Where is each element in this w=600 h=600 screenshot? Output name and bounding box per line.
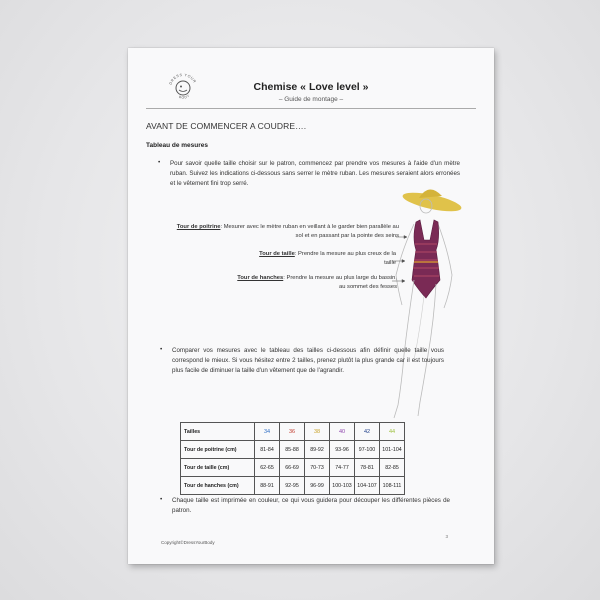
- size-table-header-row: [181, 423, 405, 441]
- size-table: [180, 422, 405, 495]
- page-number: 3: [445, 534, 448, 539]
- bullet-3: •: [160, 496, 163, 503]
- measurement-hips: [237, 274, 397, 292]
- size-table-header-label: Tailles: [181, 423, 255, 441]
- table-cell: 85-88: [280, 441, 305, 459]
- size-header-38: 38: [305, 423, 330, 441]
- header-divider: [146, 108, 476, 109]
- table-cell: 74-77: [330, 459, 355, 477]
- svg-text:DRESS YOUR: DRESS YOUR: [168, 72, 197, 86]
- table-cell: 88-91: [255, 477, 280, 495]
- color-note-paragraph: Chaque taille est imprimée en couleur, ce qui vous guidera pour découper les différentes pièces de patron.: [172, 497, 450, 514]
- table-cell: 62-65: [255, 459, 280, 477]
- row-label-hips: Tour de hanches (cm): [181, 477, 255, 495]
- measurement-hips-text: : Prendre la mesure au plus large du bassin, au sommet des fesses: [283, 275, 397, 290]
- row-label-waist: Tour de taille (cm): [181, 459, 255, 477]
- table-row: [181, 477, 405, 495]
- section-heading: AVANT DE COMMENCER A COUDRE….: [146, 121, 307, 131]
- svg-text:BODY: BODY: [178, 93, 191, 100]
- size-header-42: 42: [355, 423, 380, 441]
- intro-paragraph: Pour savoir quelle taille choisir sur le patron, commencez par prendre vos mesures à l'aide d'un mètre ruban. Suivez les indications ci-dessous sans serrer le mètre ruban. Les mesures seraient alors erronées et le vêtement fini trop serré.: [170, 160, 460, 187]
- table-cell: 70-73: [305, 459, 330, 477]
- size-header-44: 44: [380, 423, 405, 441]
- table-cell: 93-96: [330, 441, 355, 459]
- table-cell: 78-81: [355, 459, 380, 477]
- table-cell: 104-107: [355, 477, 380, 495]
- table-cell: 82-85: [380, 459, 405, 477]
- copyright-footer: Copyright©DressYourBody: [161, 540, 215, 545]
- document-subtitle: – Guide de montage –: [278, 96, 344, 103]
- table-cell: 66-69: [280, 459, 305, 477]
- measurement-hips-label: Tour de hanches: [237, 275, 284, 281]
- document-title: Chemise « Love level »: [253, 81, 369, 93]
- compare-paragraph: Comparer vos mesures avec le tableau des tailles ci-dessous afin définir quelle taille vous correspond le mieux. Si vous hésitez entre 2 tailles, prenez plutôt la plus grande car il est toujours plus facile de diminuer la taille d'un vêtement que de l'agrandir.: [172, 347, 444, 374]
- measurement-bust: [169, 223, 399, 241]
- table-cell: 108-111: [380, 477, 405, 495]
- size-header-40: 40: [330, 423, 355, 441]
- table-cell: 97-100: [355, 441, 380, 459]
- table-cell: 89-92: [305, 441, 330, 459]
- measurement-waist-label: Tour de taille: [259, 251, 295, 257]
- table-cell: 81-84: [255, 441, 280, 459]
- document-page: [128, 48, 494, 564]
- measurement-bust-text: : Mesurer avec le mètre ruban en veillant à le garder bien parallèle au sol et en passant par la pointe des seins: [220, 224, 399, 239]
- size-header-34: 34: [255, 423, 280, 441]
- sub-heading: Tableau de mesures: [146, 142, 209, 149]
- bullet-1: •: [158, 159, 161, 166]
- measurement-bust-label: Tour de poitrine: [176, 224, 221, 230]
- table-row: [181, 441, 405, 459]
- bullet-2: •: [160, 346, 163, 353]
- table-cell: 100-103: [330, 477, 355, 495]
- table-cell: 96-99: [305, 477, 330, 495]
- size-header-36: 36: [280, 423, 305, 441]
- measurement-waist-text: : Prendre la mesure au plus creux de la taille: [294, 251, 396, 266]
- table-row: [181, 459, 405, 477]
- row-label-bust: Tour de poitrine (cm): [181, 441, 255, 459]
- table-cell: 92-95: [280, 477, 305, 495]
- table-cell: 101-104: [380, 441, 405, 459]
- body-figure-illustration: [374, 180, 474, 420]
